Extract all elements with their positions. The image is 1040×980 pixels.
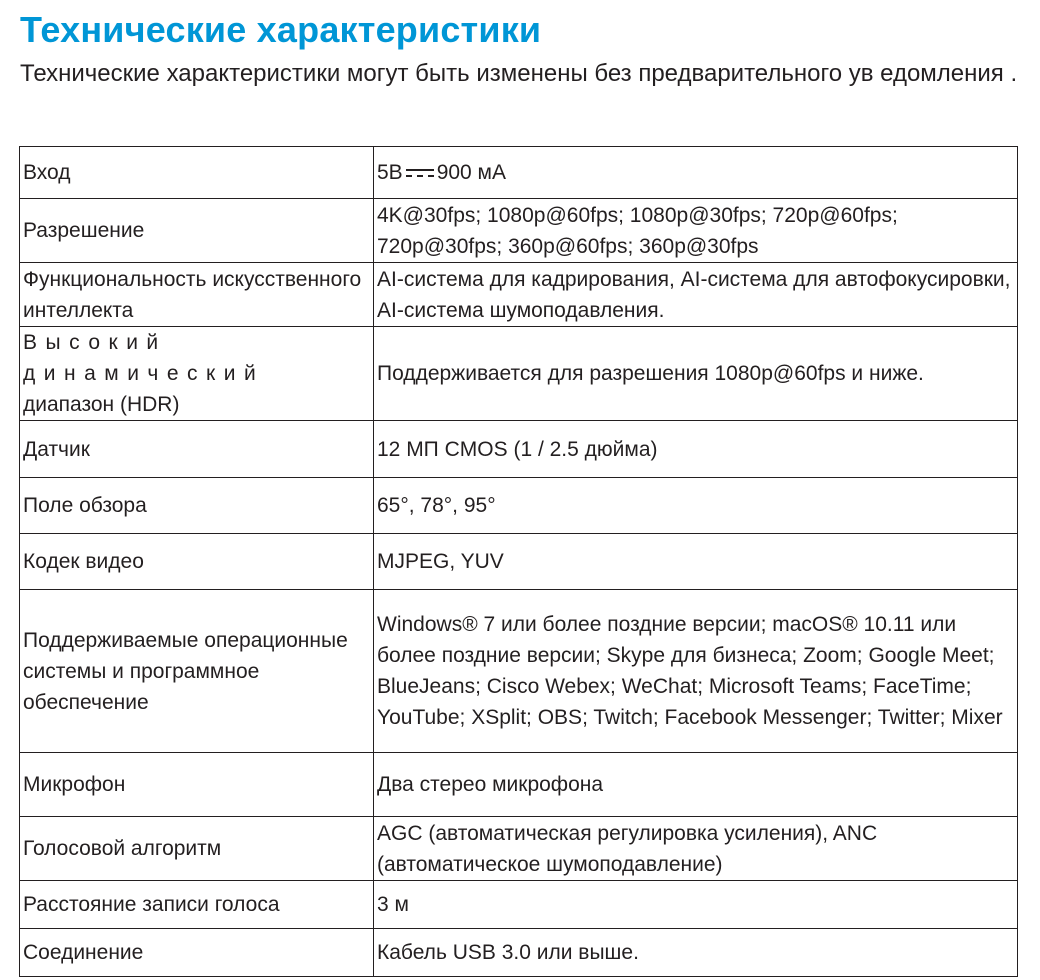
table-row <box>20 263 1018 327</box>
spec-label: Поле обзора <box>20 478 374 534</box>
table-row <box>20 590 1018 753</box>
spec-label: Расстояние записи голоса <box>20 881 374 929</box>
page-title: Технические характеристики <box>20 9 542 50</box>
table-row <box>20 421 1018 478</box>
spec-label: Соединение <box>20 929 374 977</box>
table-row <box>20 147 1018 199</box>
table-row <box>20 929 1018 977</box>
spec-value: 4K@30fps; 1080p@60fps; 1080p@30fps; 720p@60fps; 720p@30fps; 360p@60fps; 360p@30fps <box>374 199 1018 263</box>
spec-value: 3 м <box>374 881 1018 929</box>
table-row <box>20 478 1018 534</box>
spec-label: Микрофон <box>20 753 374 817</box>
dc-symbol-icon <box>405 163 435 181</box>
spec-label-line: диапазон (HDR) <box>23 393 180 416</box>
spec-label <box>20 327 374 421</box>
spec-value: AGC (автоматическая регулировка усиления), ANC (автоматическое шумоподавление) <box>374 817 1018 881</box>
spec-label: Кодек видео <box>20 534 374 590</box>
table-row <box>20 817 1018 881</box>
spec-value: Два стерео микрофона <box>374 753 1018 817</box>
spec-label: Голосовой алгоритм <box>20 817 374 881</box>
spec-label: Поддерживаемые операционные системы и программное обеспечение <box>20 590 374 753</box>
spec-label-line: Высокий динамический <box>23 331 265 385</box>
table-row <box>20 534 1018 590</box>
spec-value-text: 900 мА <box>436 161 507 184</box>
spec-value: Windows® 7 или более поздние версии; macOS® 10.11 или более поздние версии; Skype для бизнеса; Zoom; Google Meet; BlueJeans; Cisco Webex; WeChat; Microsoft Teams; FaceTime; YouTube; XSplit; OBS; Twitch; Facebook Messenger; Twitter; Mixer <box>374 590 1018 753</box>
table-row <box>20 881 1018 929</box>
spec-value: Кабель USB 3.0 или выше. <box>374 929 1018 977</box>
spec-label: Вход <box>20 147 374 199</box>
spec-value: MJPEG, YUV <box>374 534 1018 590</box>
spec-value: Поддерживается для разрешения 1080p@60fps и ниже. <box>374 327 1018 421</box>
spec-value: 65°, 78°, 95° <box>374 478 1018 534</box>
spec-value: 12 МП CMOS (1 / 2.5 дюйма) <box>374 421 1018 478</box>
spec-label: Разрешение <box>20 199 374 263</box>
table-row <box>20 199 1018 263</box>
spec-table <box>19 146 1018 977</box>
page-subtitle: Технические характеристики могут быть изменены без предварительного ув едомления . <box>20 60 1018 87</box>
spec-label: Датчик <box>20 421 374 478</box>
spec-label: Функциональность искусственного интеллекта <box>20 263 374 327</box>
spec-value: AI-система для кадрирования, AI-система для автофокусировки, AI-система шумоподавления. <box>374 263 1018 327</box>
table-row <box>20 327 1018 421</box>
spec-value-prefix: 5B <box>377 161 403 184</box>
table-row <box>20 753 1018 817</box>
spec-value <box>374 147 1018 199</box>
